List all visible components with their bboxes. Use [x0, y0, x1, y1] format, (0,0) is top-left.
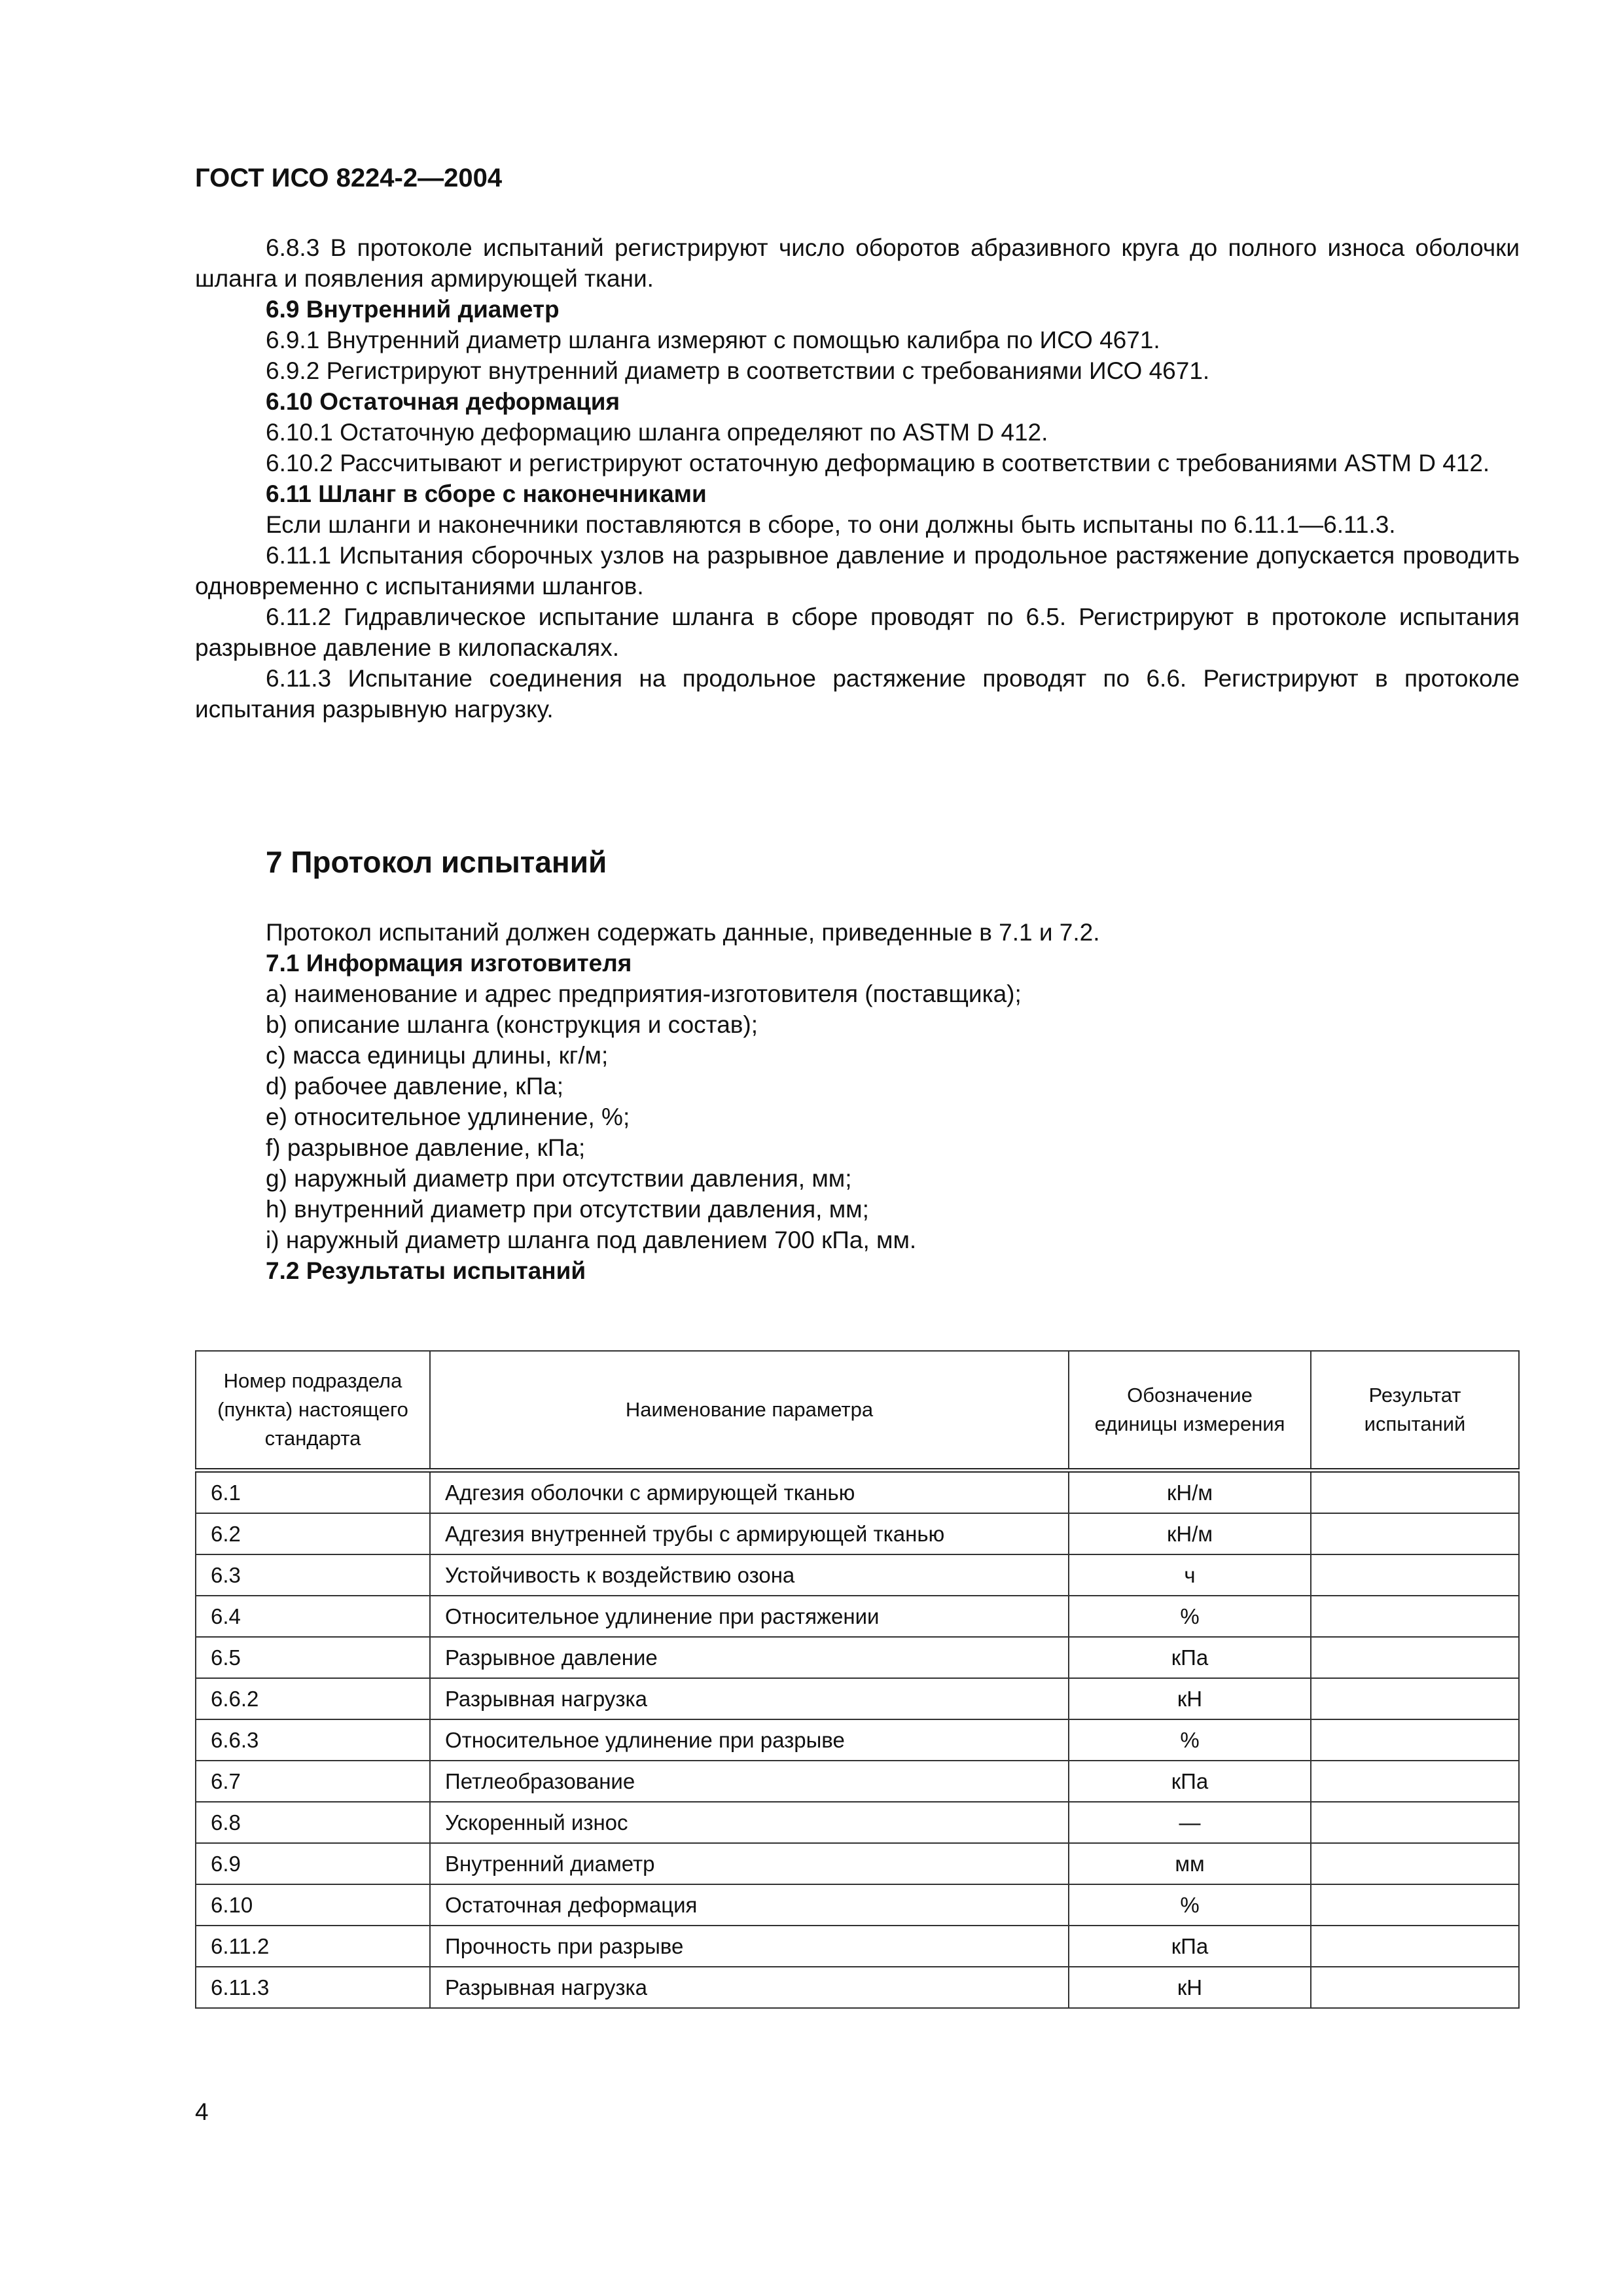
cell-section-number: 6.9	[196, 1843, 430, 1884]
table-row	[196, 1637, 1519, 1678]
paragraph: 6.10.2 Рассчитывают и регистрируют остаточную деформацию в соответствии с требованиями ASTM D 412.	[266, 450, 1490, 476]
section-6-text	[195, 232, 1520, 725]
table-row	[196, 1761, 1519, 1802]
cell-result	[1311, 1926, 1519, 1967]
cell-parameter-name: Устойчивость к воздействию озона	[430, 1554, 1069, 1596]
cell-section-number: 6.7	[196, 1761, 430, 1802]
table-row	[196, 1471, 1519, 1514]
cell-unit: кПа	[1069, 1761, 1311, 1802]
cell-unit: кПа	[1069, 1637, 1311, 1678]
cell-result	[1311, 1471, 1519, 1514]
cell-section-number: 6.5	[196, 1637, 430, 1678]
cell-result	[1311, 1513, 1519, 1554]
cell-parameter-name: Разрывная нагрузка	[430, 1678, 1069, 1719]
section-7-intro: Протокол испытаний должен содержать данные, приведенные в 7.1 и 7.2.	[266, 919, 1100, 946]
cell-unit: кН/м	[1069, 1471, 1311, 1514]
cell-parameter-name: Петлеобразование	[430, 1761, 1069, 1802]
cell-parameter-name: Относительное удлинение при растяжении	[430, 1596, 1069, 1637]
table-row	[196, 1554, 1519, 1596]
paragraph: 6.11.3 Испытание соединения на продольное растяжение проводят по 6.6. Регистрируют в протоколе испытания разрывную нагрузку.	[195, 665, 1520, 723]
header-result: Результат испытаний	[1311, 1351, 1519, 1471]
cell-result	[1311, 1678, 1519, 1719]
test-results-table	[195, 1350, 1520, 2009]
cell-unit: кПа	[1069, 1926, 1311, 1967]
cell-section-number: 6.11.2	[196, 1926, 430, 1967]
subsection-7-2-title: 7.2 Результаты испытаний	[266, 1257, 586, 1284]
cell-parameter-name: Прочность при разрыве	[430, 1926, 1069, 1967]
table-row	[196, 1678, 1519, 1719]
table-row	[196, 1884, 1519, 1926]
cell-result	[1311, 1761, 1519, 1802]
cell-unit: %	[1069, 1884, 1311, 1926]
subsection-heading: 6.9 Внутренний диаметр	[266, 296, 560, 323]
list-item: f) разрывное давление, кПа;	[266, 1134, 586, 1161]
header-unit: Обозначение единицы измерения	[1069, 1351, 1311, 1471]
cell-section-number: 6.3	[196, 1554, 430, 1596]
page-number: 4	[195, 2098, 209, 2125]
list-item: e) относительное удлинение, %;	[266, 1103, 630, 1130]
paragraph: 6.9.2 Регистрируют внутренний диаметр в соответствии с требованиями ИСО 4671.	[266, 357, 1210, 384]
cell-section-number: 6.6.2	[196, 1678, 430, 1719]
table-row	[196, 1719, 1519, 1761]
list-item: h) внутренний диаметр при отсутствии давления, мм;	[266, 1196, 869, 1223]
cell-unit: кН	[1069, 1678, 1311, 1719]
list-item: g) наружный диаметр при отсутствии давления, мм;	[266, 1165, 852, 1192]
cell-parameter-name: Ускоренный износ	[430, 1802, 1069, 1843]
section-7-title: 7 Протокол испытаний	[266, 845, 607, 879]
cell-unit: %	[1069, 1596, 1311, 1637]
table-row	[196, 1802, 1519, 1843]
paragraph: 6.10.1 Остаточную деформацию шланга определяют по ASTM D 412.	[266, 419, 1048, 446]
cell-parameter-name: Внутренний диаметр	[430, 1843, 1069, 1884]
subsection-7-1-title: 7.1 Информация изготовителя	[266, 950, 632, 977]
cell-unit: кН/м	[1069, 1513, 1311, 1554]
header-section-number: Номер подраздела (пункта) настоящего стандарта	[196, 1351, 430, 1471]
cell-section-number: 6.10	[196, 1884, 430, 1926]
header-parameter-name: Наименование параметра	[430, 1351, 1069, 1471]
cell-unit: —	[1069, 1802, 1311, 1843]
cell-section-number: 6.4	[196, 1596, 430, 1637]
cell-result	[1311, 1802, 1519, 1843]
cell-parameter-name: Относительное удлинение при разрыве	[430, 1719, 1069, 1761]
cell-parameter-name: Адгезия внутренней трубы с армирующей тканью	[430, 1513, 1069, 1554]
table-row	[196, 1967, 1519, 2008]
cell-unit: %	[1069, 1719, 1311, 1761]
cell-result	[1311, 1884, 1519, 1926]
paragraph: 6.11.1 Испытания сборочных узлов на разрывное давление и продольное растяжение допускается проводить одновременно с испытаниями шлангов.	[195, 542, 1520, 600]
list-item: i) наружный диаметр шланга под давлением 700 кПа, мм.	[266, 1227, 917, 1253]
subsection-heading: 6.11 Шланг в сборе с наконечниками	[266, 480, 707, 507]
table-row	[196, 1843, 1519, 1884]
table-row	[196, 1596, 1519, 1637]
paragraph: 6.9.1 Внутренний диаметр шланга измеряют с помощью калибра по ИСО 4671.	[266, 327, 1160, 353]
cell-result	[1311, 1637, 1519, 1678]
list-item: b) описание шланга (конструкция и состав);	[266, 1011, 758, 1038]
cell-result	[1311, 1843, 1519, 1884]
cell-result	[1311, 1596, 1519, 1637]
list-item: c) масса единицы длины, кг/м;	[266, 1042, 609, 1069]
cell-parameter-name: Разрывное давление	[430, 1637, 1069, 1678]
manufacturer-info-list	[195, 978, 1520, 1255]
cell-unit: кН	[1069, 1967, 1311, 2008]
table-row	[196, 1513, 1519, 1554]
table-row	[196, 1926, 1519, 1967]
cell-result	[1311, 1967, 1519, 2008]
cell-result	[1311, 1554, 1519, 1596]
cell-unit: мм	[1069, 1843, 1311, 1884]
document-header: ГОСТ ИСО 8224-2—2004	[195, 164, 503, 192]
cell-parameter-name: Остаточная деформация	[430, 1884, 1069, 1926]
list-item: a) наименование и адрес предприятия-изготовителя (поставщика);	[266, 980, 1022, 1007]
cell-unit: ч	[1069, 1554, 1311, 1596]
cell-parameter-name: Адгезия оболочки с армирующей тканью	[430, 1471, 1069, 1514]
cell-section-number: 6.6.3	[196, 1719, 430, 1761]
paragraph: 6.11.2 Гидравлическое испытание шланга в сборе проводят по 6.5. Регистрируют в протоколе испытания разрывное давление в килопаскалях.	[195, 603, 1520, 661]
table-header-row	[196, 1351, 1519, 1471]
paragraph: 6.8.3 В протоколе испытаний регистрируют число оборотов абразивного круга до полного износа оболочки шланга и появления армирующей ткани.	[195, 234, 1520, 292]
list-item: d) рабочее давление, кПа;	[266, 1073, 564, 1100]
cell-section-number: 6.1	[196, 1471, 430, 1514]
cell-parameter-name: Разрывная нагрузка	[430, 1967, 1069, 2008]
subsection-heading: 6.10 Остаточная деформация	[266, 388, 620, 415]
cell-section-number: 6.11.3	[196, 1967, 430, 2008]
cell-result	[1311, 1719, 1519, 1761]
cell-section-number: 6.8	[196, 1802, 430, 1843]
paragraph: Если шланги и наконечники поставляются в сборе, то они должны быть испытаны по 6.11.1—6.11.3.	[266, 511, 1396, 538]
cell-section-number: 6.2	[196, 1513, 430, 1554]
section-7-text	[195, 917, 1520, 1286]
